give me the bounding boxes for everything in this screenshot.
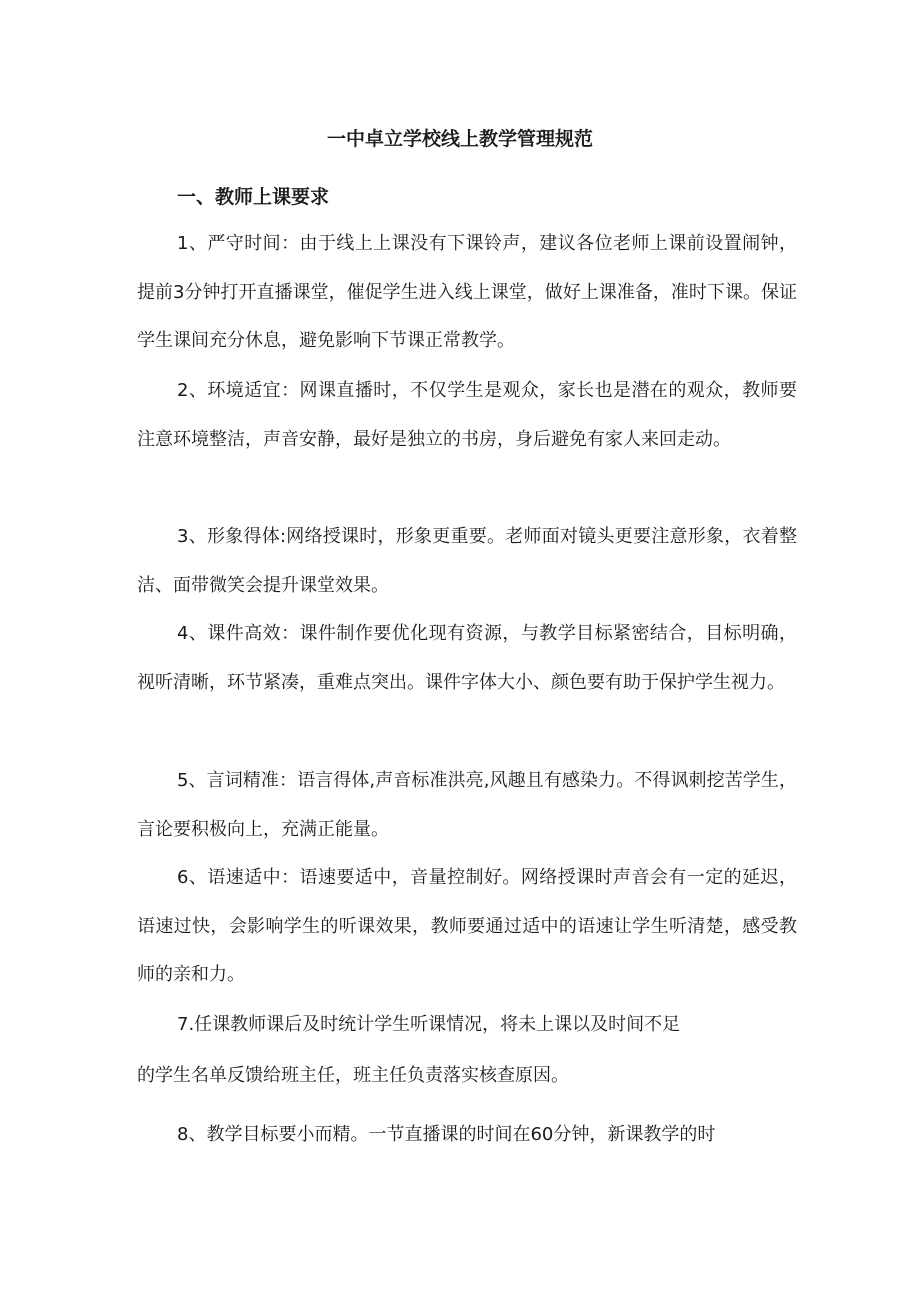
document-title: 一中卓立学校线上教学管理规范 — [326, 128, 593, 150]
paragraph-4: 4、课件高效：课件制作要优化现有资源，与教学目标紧密结合，目标明确，视听清晰，环节紧凑，重难点突出。课件字体大小、颜色要有助于保护学生视力。 — [137, 623, 797, 693]
paragraph-1: 1、严守时间：由于线上上课没有下课铃声，建议各位老师上课前设置闹钟，提前3分钟打开直播课堂，催促学生进入线上课堂，做好上课准备，准时下课。保证学生课间充分休息，避免影响下节课正常教学。 — [137, 233, 797, 351]
paragraph-7-line-2: 的学生名单反馈给班主任，班主任负责落实核查原因。 — [137, 1065, 569, 1086]
paragraph-3: 3、形象得体:网络授课时，形象更重要。老师面对镜头更要注意形象，衣着整洁、面带微笑会提升课堂效果。 — [137, 526, 797, 596]
paragraph-7-line-1: 7.任课教师课后及时统计学生听课情况，将未上课以及时间不足 — [177, 1014, 681, 1035]
paragraph-6: 6、语速适中：语速要适中，音量控制好。网络授课时声音会有一定的延迟，语速过快，会影响学生的听课效果，教师要通过适中的语速让学生听清楚，感受教师的亲和力。 — [137, 867, 797, 985]
paragraph-2: 2、环境适宜：网课直播时，不仅学生是观众，家长也是潜在的观众，教师要注意环境整洁，声音安静，最好是独立的书房，身后避免有家人来回走动。 — [137, 380, 797, 450]
paragraph-8-line-1: 8、教学目标要小而精。一节直播课的时间在60分钟，新课教学的时 — [177, 1124, 716, 1145]
paragraph-5: 5、言词精准：语言得体,声音标准洪亮,风趣且有感染力。不得讽刺挖苦学生，言论要积极向上，充满正能量。 — [137, 770, 797, 840]
section-heading: 一、教师上课要求 — [177, 186, 330, 208]
